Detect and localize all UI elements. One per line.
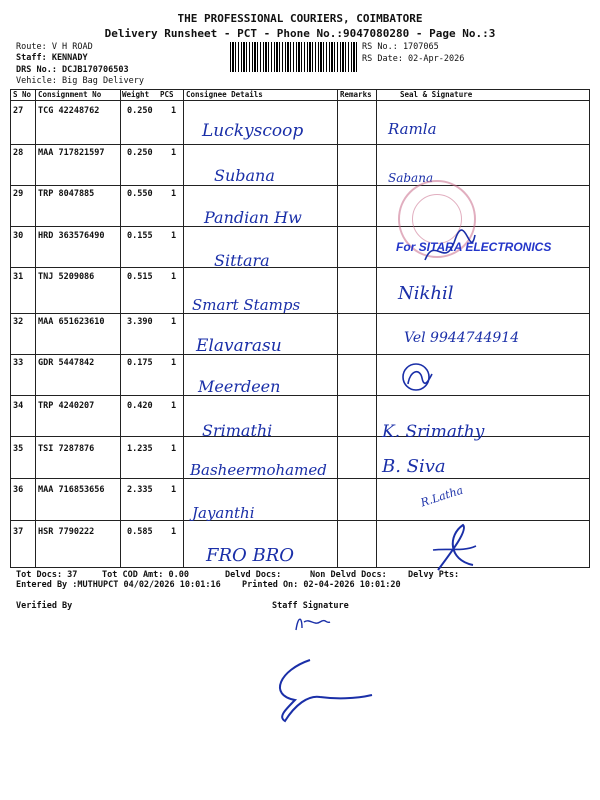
row-consignment: MAA 717821597: [38, 148, 105, 158]
header-divider: [10, 100, 590, 101]
signature: Ramla: [388, 120, 437, 138]
row-pcs: 1: [171, 485, 177, 495]
row-pcs: 1: [171, 444, 177, 454]
consignee-handwriting: FRO BRO: [206, 545, 295, 566]
row-consignment: HSR 7790222: [38, 527, 95, 537]
row-sno: 31: [13, 272, 24, 282]
drs-number: DRS No.: DCJB170706503: [16, 65, 129, 75]
row-consignment: MAA 651623610: [38, 317, 105, 327]
row-weight: 0.175: [127, 358, 153, 368]
total-docs: Tot Docs: 37: [16, 570, 78, 580]
row-consignment: TRP 8047885: [38, 189, 95, 199]
row-divider: [10, 144, 590, 145]
consignee-handwriting: Srimathi: [202, 421, 273, 440]
column-divider: [35, 89, 36, 568]
row-pcs: 1: [171, 401, 177, 411]
row-pcs: 1: [171, 317, 177, 327]
signature-scribble: [420, 230, 480, 270]
staff-label: Staff: KENNADY: [16, 53, 88, 63]
row-divider: [10, 267, 590, 268]
row-weight: 0.515: [127, 272, 153, 282]
row-weight: 0.250: [127, 106, 153, 116]
consignee-handwriting: Elavarasu: [196, 336, 282, 356]
col-seal-signature: Seal & Signature: [400, 90, 473, 99]
total-cod: Tot COD Amt: 0.00: [102, 570, 189, 580]
signature: B. Siva: [382, 456, 446, 477]
row-pcs: 1: [171, 527, 177, 537]
row-weight: 2.335: [127, 485, 153, 495]
rs-number: RS No.: 1707065: [362, 42, 439, 52]
row-sno: 37: [13, 527, 24, 537]
signature: Vel 9944744914: [404, 330, 520, 346]
consignee-handwriting: Basheermohamed: [190, 461, 327, 479]
row-sno: 27: [13, 106, 24, 116]
col-consignment: Consignment No: [38, 90, 102, 99]
row-sno: 29: [13, 189, 24, 199]
staff-initials-scribble: [292, 612, 332, 634]
row-pcs: 1: [171, 272, 177, 282]
row-sno: 28: [13, 148, 24, 158]
row-pcs: 1: [171, 231, 177, 241]
row-sno: 36: [13, 485, 24, 495]
row-pcs: 1: [171, 106, 177, 116]
row-consignment: TCG 42248762: [38, 106, 100, 116]
row-sno: 30: [13, 231, 24, 241]
verified-by-label: Verified By: [16, 601, 73, 611]
consignee-handwriting: Luckyscoop: [202, 121, 304, 141]
row-pcs: 1: [171, 358, 177, 368]
non-delivered-docs: Non Delvd Docs:: [310, 570, 387, 580]
row-weight: 0.155: [127, 231, 153, 241]
rs-date: RS Date: 02-Apr-2026: [362, 54, 465, 64]
col-pcs: PCS: [160, 90, 174, 99]
staff-signature-label: Staff Signature: [272, 601, 349, 611]
row-divider: [10, 436, 590, 437]
row-consignment: TNJ 5209086: [38, 272, 95, 282]
consignee-handwriting: Meerdeen: [198, 377, 281, 396]
route-label: Route: V H ROAD: [16, 42, 93, 52]
row-sno: 33: [13, 358, 24, 368]
col-consignee: Consignee Details: [186, 90, 263, 99]
company-title: THE PROFESSIONAL COURIERS, COIMBATORE: [177, 12, 423, 25]
row-pcs: 1: [171, 189, 177, 199]
entered-by: Entered By :MUTHUPCT 04/02/2026 10:01:16: [16, 580, 221, 590]
signature: Sabana: [388, 171, 434, 185]
column-divider: [376, 89, 377, 568]
signature: Nikhil: [398, 283, 454, 304]
row-weight: 0.420: [127, 401, 153, 411]
signature-scribble: [398, 360, 438, 394]
row-consignment: MAA 716853656: [38, 485, 105, 495]
delivery-points: Delvy Pts:: [408, 570, 460, 580]
row-consignment: TRP 4240207: [38, 401, 95, 411]
row-weight: 0.250: [127, 148, 153, 158]
printed-on: Printed On: 02-04-2026 10:01:20: [242, 580, 401, 590]
row-weight: 0.550: [127, 189, 153, 199]
row-sno: 35: [13, 444, 24, 454]
column-divider: [183, 89, 184, 568]
col-remarks: Remarks: [340, 90, 372, 99]
column-divider: [120, 89, 121, 568]
staff-signature-scribble: [260, 655, 375, 725]
row-consignment: TSI 7287876: [38, 444, 95, 454]
row-consignment: HRD 363576490: [38, 231, 105, 241]
vehicle-label: Vehicle: Big Bag Delivery: [16, 76, 144, 86]
row-divider: [10, 395, 590, 396]
barcode: [230, 42, 358, 72]
delivered-docs: Delvd Docs:: [225, 570, 282, 580]
row-consignment: GDR 5447842: [38, 358, 95, 368]
col-sno: S No: [13, 90, 32, 99]
seal-text: For SITARA ELECTRONICS: [396, 240, 552, 254]
consignee-handwriting: Sittara: [214, 251, 270, 270]
column-divider: [337, 89, 338, 568]
col-weight: Weight: [122, 90, 150, 99]
consignee-handwriting: Jayanthi: [192, 504, 255, 522]
row-divider: [10, 520, 590, 521]
row-weight: 0.585: [127, 527, 153, 537]
runsheet-subtitle: Delivery Runsheet - PCT - Phone No.:9047080280 - Page No.:3: [104, 27, 496, 40]
row-divider: [10, 185, 590, 186]
consignee-handwriting: Subana: [214, 166, 275, 185]
runsheet-table: [10, 89, 590, 568]
consignee-handwriting: Smart Stamps: [192, 296, 301, 314]
row-weight: 1.235: [127, 444, 153, 454]
consignee-handwriting: Pandian Hw: [204, 208, 302, 227]
row-weight: 3.390: [127, 317, 153, 327]
row-divider: [10, 354, 590, 355]
signature-scribble: [428, 520, 478, 575]
row-sno: 32: [13, 317, 24, 327]
row-pcs: 1: [171, 148, 177, 158]
signature: K. Srimathy: [382, 422, 485, 442]
signature: R.Latha: [419, 483, 465, 510]
row-sno: 34: [13, 401, 24, 411]
